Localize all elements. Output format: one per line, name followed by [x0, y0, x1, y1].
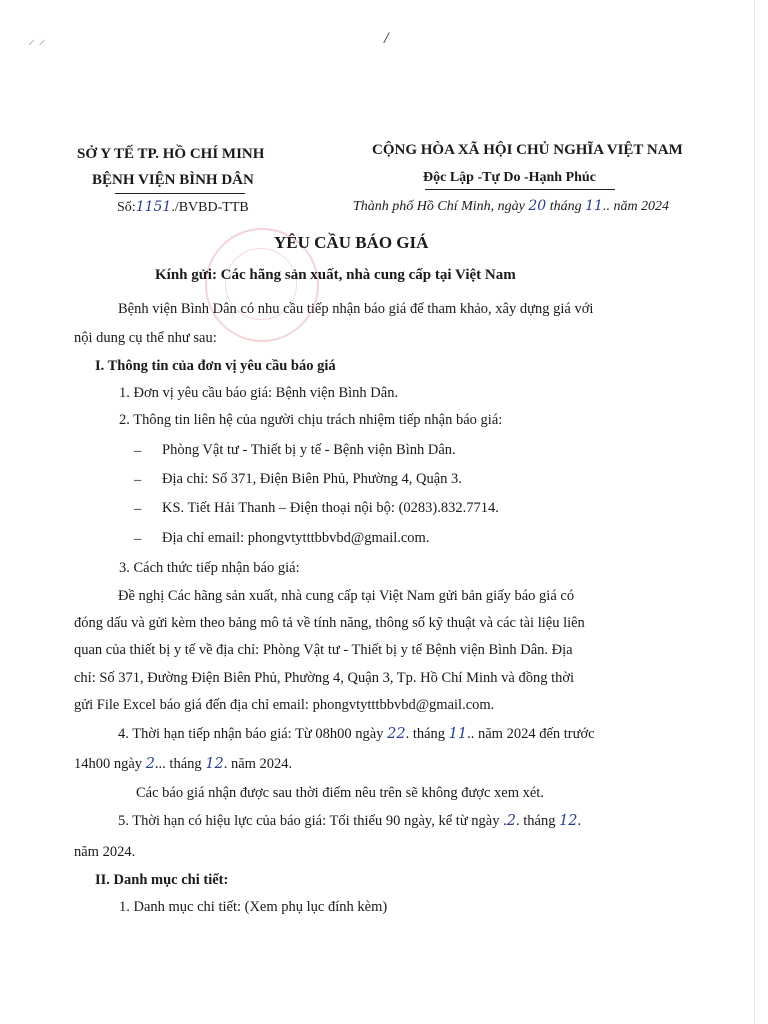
date-month-label: tháng	[549, 199, 582, 214]
date-prefix: Thành phố Hồ Chí Minh, ngày	[353, 199, 525, 214]
section-1-item-5	[118, 814, 581, 829]
receipt-paragraph-line-5: gửi File Excel báo giá đến địa chỉ email: phongvtytttbbvbd@gmail.com.	[74, 697, 495, 713]
doc-number-suffix: ./BVBD-TTB	[171, 200, 249, 215]
intro-line-2: nội dung cụ thể như sau:	[74, 330, 217, 346]
national-motto: Độc Lập -Tự Do -Hạnh Phúc	[423, 170, 596, 185]
item-4-line-2-text-b: ... tháng	[154, 756, 202, 772]
section-1-item-4-line-2	[74, 757, 292, 772]
section-2-item-1: 1. Danh mục chi tiết: (Xem phụ lục đính kèm)	[119, 899, 388, 915]
document-number	[117, 199, 249, 216]
contact-line-email: Địa chỉ email: phongvtytttbbvbd@gmail.com.	[162, 530, 430, 546]
item-5-text-a: 5. Thời hạn có hiệu lực của báo giá: Tối thiểu 90 ngày, kể từ ngày .	[118, 813, 507, 829]
item-4-text-a: 4. Thời hạn tiếp nhận báo giá: Từ 08h00 ngày	[118, 726, 384, 742]
receipt-paragraph-line-4: chỉ: Số 371, Đường Điện Biên Phủ, Phường 4, Quận 3, Tp. Hồ Chí Minh và đồng thời	[74, 670, 575, 686]
section-1-item-5-line-2: năm 2024.	[74, 844, 136, 860]
date-day-handwritten: 20	[528, 198, 547, 214]
item-4-text-b: . tháng	[405, 726, 446, 742]
hospital-name: BỆNH VIỆN BÌNH DÂN	[92, 172, 254, 188]
receipt-paragraph-line-3: quan của thiết bị y tế về địa chỉ: Phòng Vật tư - Thiết bị y tế Bệnh viện Bình Dân. Địa	[74, 642, 573, 658]
contact-dash: –	[134, 472, 142, 488]
corner-marks: ⸝ ⸝	[28, 33, 46, 48]
intro-line-1: Bệnh viện Bình Dân có nhu cầu tiếp nhận báo giá để tham khảo, xây dựng giá với	[118, 301, 594, 317]
contact-dash: –	[134, 501, 142, 517]
contact-line-department: Phòng Vật tư - Thiết bị y tế - Bệnh viện Bình Dân.	[162, 442, 456, 458]
item-5-text-b: . tháng	[515, 813, 556, 829]
contact-dash: –	[134, 531, 142, 547]
date-year: .. năm 2024	[602, 199, 670, 214]
page-edge	[754, 0, 755, 1024]
motto-underline	[425, 189, 615, 190]
section-1-item-1: 1. Đơn vị yêu cầu báo giá: Bệnh viện Bình Dân.	[119, 385, 399, 401]
receipt-paragraph-line-2: đóng dấu và gửi kèm theo bảng mô tả về tính năng, thông số kỹ thuật và các tài liệu liên	[74, 615, 585, 631]
section-1-item-2: 2. Thông tin liên hệ của người chịu trách nhiệm tiếp nhận báo giá:	[119, 412, 503, 428]
date-month-handwritten: 11	[585, 198, 603, 214]
item-4-month-handwritten: 11	[448, 726, 468, 742]
section-1-item-3: 3. Cách thức tiếp nhận báo giá:	[119, 560, 300, 576]
document-date	[353, 198, 669, 215]
doc-number-handwritten: 1151	[135, 199, 172, 215]
section-2-heading: II. Danh mục chi tiết:	[95, 872, 229, 888]
item-5-day-handwritten: 2	[506, 813, 516, 829]
recipient-line: Kính gửi: Các hãng sản xuất, nhà cung cấp tại Việt Nam	[155, 267, 516, 283]
item-5-text-c: .	[577, 813, 582, 829]
top-mark: /	[384, 30, 389, 47]
contact-line-address: Địa chỉ: Số 371, Điện Biên Phủ, Phường 4, Quận 3.	[162, 471, 462, 487]
contact-dash: –	[134, 443, 142, 459]
national-title: CỘNG HÒA XÃ HỘI CHỦ NGHĨA VIỆT NAM	[372, 142, 683, 158]
item-4-line-2-month-handwritten: 12	[205, 756, 224, 772]
page-title: YÊU CẦU BÁO GIÁ	[274, 233, 429, 252]
hospital-underline	[115, 193, 245, 194]
department-name: SỞ Y TẾ TP. HỒ CHÍ MINH	[77, 146, 265, 162]
section-1-item-4	[118, 727, 595, 742]
item-4-text-c: .. năm 2024 đến trước	[467, 726, 595, 742]
item-4-line-2-text-a: 14h00 ngày	[74, 756, 143, 772]
item-5-month-handwritten: 12	[559, 813, 578, 829]
doc-number-prefix: Số:	[117, 200, 136, 215]
contact-line-phone: KS. Tiết Hải Thanh – Điện thoại nội bộ: (0283).832.7714.	[162, 500, 499, 516]
late-quote-note: Các báo giá nhận được sau thời điểm nêu trên sẽ không được xem xét.	[136, 785, 544, 801]
item-4-line-2-text-c: . năm 2024.	[223, 756, 293, 772]
item-4-day-handwritten: 22	[387, 726, 406, 742]
section-1-heading: I. Thông tin của đơn vị yêu cầu báo giá	[95, 358, 336, 374]
item-4-line-2-day-handwritten: 2	[145, 756, 155, 772]
receipt-paragraph-line-1: Đề nghị Các hãng sản xuất, nhà cung cấp tại Việt Nam gửi bản giấy báo giá có	[118, 588, 575, 604]
